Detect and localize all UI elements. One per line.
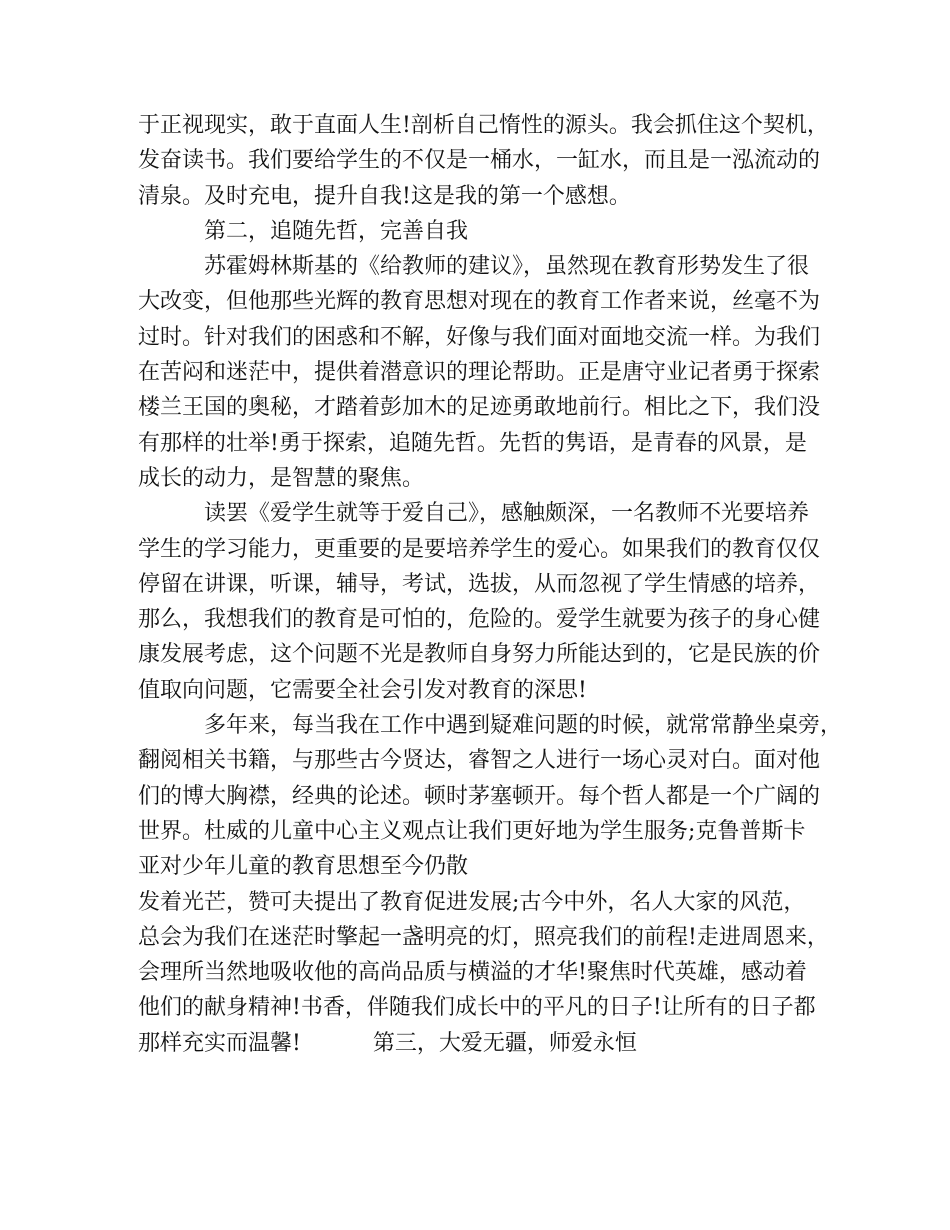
text-line: 翻阅相关书籍，与那些古今贤达，睿智之人进行一场心灵对白。面对他 [138, 748, 821, 774]
text-line: 们的博大胸襟，经典的论述。顿时茅塞顿开。每个哲人都是一个广阔的 [138, 783, 821, 809]
text-line: 值取向问题，它需要全社会引发对教育的深思! [138, 677, 587, 703]
body-text [138, 108, 843, 1061]
text-line: 楼兰王国的奥秘，才踏着彭加木的足迹勇敢地前行。相比之下，我们没 [138, 395, 821, 421]
text-line: 发奋读书。我们要给学生的不仅是一桶水，一缸水，而且是一泓流动的 [138, 148, 821, 174]
text-line: 在苦闷和迷茫中，提供着潜意识的理论帮助。正是唐守业记者勇于探索 [138, 360, 821, 386]
text-line: 康发展考虑，这个问题不光是教师自身努力所能达到的，它是民族的价 [138, 642, 821, 668]
text-line: 于正视现实，敢于直面人生!剖析自己惰性的源头。我会抓住这个契机， [138, 113, 829, 138]
text-line: 亚对少年儿童的教育思想至今仍散 [138, 854, 469, 880]
text-line: 过时。针对我们的困惑和不解，好像与我们面对面地交流一样。为我们 [138, 324, 821, 350]
text-line: 那么，我想我们的教育是可怕的，危险的。爱学生就要为孩子的身心健 [138, 607, 821, 633]
section-heading-3: 第三，大爱无疆，师爱永恒 [372, 1030, 637, 1056]
text-line: 世界。杜威的儿童中心主义观点让我们更好地为学生服务;克鲁普斯卡 [138, 818, 806, 844]
text-line: 成长的动力，是智慧的聚焦。 [138, 465, 425, 491]
last-line [138, 1026, 838, 1061]
text-line: 那样充实而温馨! [138, 1030, 301, 1056]
paragraph-start: 多年来，每当我在工作中遇到疑难问题的时候，就常常静坐桌旁， [204, 713, 843, 739]
section-heading-2: 第二，追随先哲，完善自我 [204, 218, 469, 244]
text-line: 他们的献身精神!书香，伴随我们成长中的平凡的日子!让所有的日子都 [138, 995, 816, 1021]
text-line: 会理所当然地吸收他的高尚品质与横溢的才华!聚焦时代英雄，感动着 [138, 960, 807, 986]
text-line: 停留在讲课，听课，辅导，考试，选拔，从而忽视了学生情感的培养， [138, 571, 821, 597]
text-line: 清泉。及时充电，提升自我!这是我的第一个感想。 [138, 183, 631, 209]
text-line: 有那样的壮举!勇于探索，追随先哲。先哲的隽语，是青春的风景，是 [138, 430, 807, 456]
paragraph-start: 苏霍姆林斯基的《给教师的建议》，虽然现在教育形势发生了很 [204, 254, 810, 280]
text-line: 发着光芒，赞可夫提出了教育促进发展;古今中外，名人大家的风范， [138, 889, 806, 915]
text-line: 学生的学习能力，更重要的是要培养学生的爱心。如果我们的教育仅仅 [138, 536, 821, 562]
text-line: 总会为我们在迷茫时擎起一盏明亮的灯，照亮我们的前程!走进周恩来， [138, 924, 829, 950]
paragraph-start: 读罢《爱学生就等于爱自己》，感触颇深，一名教师不光要培养 [204, 501, 810, 527]
text-line: 大改变，但他那些光辉的教育思想对现在的教育工作者来说，丝毫不为 [138, 289, 821, 315]
